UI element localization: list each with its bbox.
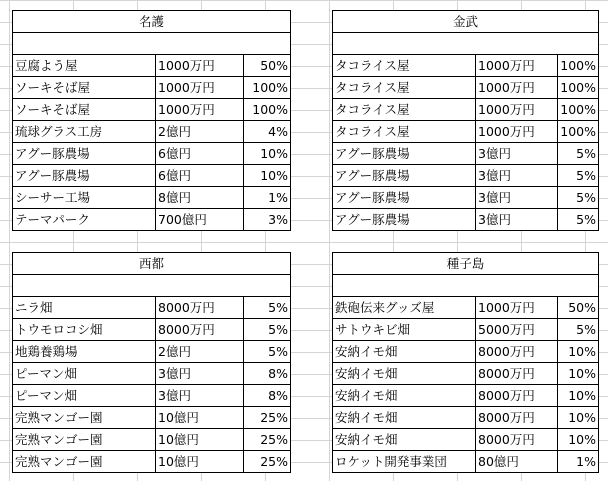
table-row (13, 385, 291, 407)
percent-cell[interactable]: 25% (244, 407, 291, 429)
shop-name-cell[interactable]: ピーマン畑 (13, 385, 156, 407)
shop-name-cell[interactable]: 安納イモ畑 (333, 363, 476, 385)
blank-cell[interactable] (13, 275, 291, 297)
amount-cell[interactable]: 8000万円 (476, 341, 558, 363)
shop-name-cell[interactable]: アグー豚農場 (13, 143, 156, 165)
property-table-kin (332, 10, 599, 231)
shop-name-cell[interactable]: 安納イモ畑 (333, 429, 476, 451)
percent-cell[interactable]: 10% (558, 429, 599, 451)
shop-name-cell[interactable]: サトウキビ畑 (333, 319, 476, 341)
shop-name-cell[interactable]: 安納イモ畑 (333, 407, 476, 429)
shop-name-cell[interactable]: テーマパーク (13, 209, 156, 231)
amount-cell[interactable]: 8000万円 (156, 319, 244, 341)
property-table-saito (12, 252, 291, 473)
shop-name-cell[interactable]: 安納イモ畑 (333, 385, 476, 407)
percent-cell[interactable]: 10% (558, 341, 599, 363)
shop-name-cell[interactable]: 安納イモ畑 (333, 341, 476, 363)
shop-name-cell[interactable]: タコライス屋 (333, 121, 476, 143)
amount-cell[interactable]: 700億円 (156, 209, 244, 231)
table-title-cell[interactable]: 金武 (333, 11, 599, 33)
amount-cell[interactable]: 1000万円 (476, 121, 558, 143)
shop-name-cell[interactable]: ピーマン畑 (13, 363, 156, 385)
percent-cell[interactable]: 25% (244, 429, 291, 451)
table-row (13, 143, 291, 165)
percent-cell[interactable]: 5% (244, 319, 291, 341)
table-row (333, 77, 599, 99)
shop-name-cell[interactable]: アグー豚農場 (333, 143, 476, 165)
shop-name-cell[interactable]: 地鶏養鶏場 (13, 341, 156, 363)
shop-name-cell[interactable]: 鉄砲伝来グッズ屋 (333, 297, 476, 319)
table-row (13, 363, 291, 385)
shop-name-cell[interactable]: アグー豚農場 (333, 187, 476, 209)
amount-cell[interactable]: 8000万円 (476, 429, 558, 451)
percent-cell[interactable]: 50% (558, 297, 599, 319)
percent-cell[interactable]: 8% (244, 385, 291, 407)
blank-cell[interactable] (333, 275, 599, 297)
amount-cell[interactable]: 2億円 (156, 341, 244, 363)
percent-cell[interactable]: 1% (244, 187, 291, 209)
amount-cell[interactable]: 8000万円 (476, 407, 558, 429)
percent-cell[interactable]: 5% (558, 209, 599, 231)
amount-cell[interactable]: 3億円 (476, 165, 558, 187)
shop-name-cell[interactable]: 完熟マンゴー園 (13, 407, 156, 429)
amount-cell[interactable]: 10億円 (156, 407, 244, 429)
amount-cell[interactable]: 1000万円 (476, 297, 558, 319)
blank-cell[interactable] (333, 33, 599, 55)
table-row (333, 165, 599, 187)
shop-name-cell[interactable]: 完熟マンゴー園 (13, 429, 156, 451)
table-row (13, 319, 291, 341)
table-row (13, 429, 291, 451)
table-row (333, 99, 599, 121)
shop-name-cell[interactable]: ソーキそば屋 (13, 77, 156, 99)
percent-cell[interactable]: 100% (244, 99, 291, 121)
table-row (333, 55, 599, 77)
property-table-nago (12, 10, 291, 231)
amount-cell[interactable]: 6億円 (156, 165, 244, 187)
table-row (13, 341, 291, 363)
percent-cell[interactable]: 10% (244, 165, 291, 187)
shop-name-cell[interactable]: アグー豚農場 (13, 165, 156, 187)
amount-cell[interactable]: 8000万円 (476, 363, 558, 385)
amount-cell[interactable]: 8000万円 (156, 297, 244, 319)
percent-cell[interactable]: 8% (244, 363, 291, 385)
table-row (13, 407, 291, 429)
shop-name-cell[interactable]: アグー豚農場 (333, 165, 476, 187)
percent-cell[interactable]: 3% (244, 209, 291, 231)
amount-cell[interactable]: 1000万円 (476, 55, 558, 77)
percent-cell[interactable]: 100% (558, 121, 599, 143)
table-row (333, 209, 599, 231)
amount-cell[interactable]: 10億円 (156, 451, 244, 473)
table-row (13, 99, 291, 121)
amount-cell[interactable]: 2億円 (156, 121, 244, 143)
table-row (333, 407, 599, 429)
shop-name-cell[interactable]: タコライス屋 (333, 55, 476, 77)
percent-cell[interactable]: 10% (244, 143, 291, 165)
shop-name-cell[interactable]: ソーキそば屋 (13, 99, 156, 121)
table-row (333, 143, 599, 165)
table-row (13, 209, 291, 231)
amount-cell[interactable]: 1000万円 (156, 99, 244, 121)
shop-name-cell[interactable]: 豆腐よう屋 (13, 55, 156, 77)
amount-cell[interactable]: 10億円 (156, 429, 244, 451)
amount-cell[interactable]: 3億円 (476, 187, 558, 209)
amount-cell[interactable]: 1000万円 (156, 55, 244, 77)
amount-cell[interactable]: 3億円 (156, 363, 244, 385)
table-row (333, 319, 599, 341)
shop-name-cell[interactable]: タコライス屋 (333, 99, 476, 121)
percent-cell[interactable]: 4% (244, 121, 291, 143)
percent-cell[interactable]: 5% (558, 319, 599, 341)
amount-cell[interactable]: 5000万円 (476, 319, 558, 341)
shop-name-cell[interactable]: 完熟マンゴー園 (13, 451, 156, 473)
shop-name-cell[interactable]: トウモロコシ畑 (13, 319, 156, 341)
percent-cell[interactable]: 5% (558, 187, 599, 209)
table-row (333, 363, 599, 385)
percent-cell[interactable]: 1% (558, 451, 599, 473)
blank-cell[interactable] (13, 33, 291, 55)
table-row (333, 451, 599, 473)
percent-cell[interactable]: 50% (244, 55, 291, 77)
amount-cell[interactable]: 80億円 (476, 451, 558, 473)
table-row (333, 121, 599, 143)
amount-cell[interactable]: 3億円 (476, 209, 558, 231)
amount-cell[interactable]: 3億円 (476, 143, 558, 165)
percent-cell[interactable]: 5% (558, 143, 599, 165)
table-row (13, 77, 291, 99)
percent-cell[interactable]: 25% (244, 451, 291, 473)
table-title-cell[interactable]: 西都 (13, 253, 291, 275)
table-row (333, 187, 599, 209)
table-row (333, 429, 599, 451)
table-row (13, 121, 291, 143)
percent-cell[interactable]: 5% (244, 341, 291, 363)
table-title-cell[interactable]: 種子島 (333, 253, 599, 275)
amount-cell[interactable]: 1000万円 (476, 99, 558, 121)
table-row (333, 297, 599, 319)
amount-cell[interactable]: 1000万円 (476, 77, 558, 99)
table-row (13, 165, 291, 187)
percent-cell[interactable]: 100% (558, 77, 599, 99)
table-row (13, 297, 291, 319)
shop-name-cell[interactable]: 琉球グラス工房 (13, 121, 156, 143)
amount-cell[interactable]: 6億円 (156, 143, 244, 165)
table-row (13, 187, 291, 209)
shop-name-cell[interactable]: アグー豚農場 (333, 209, 476, 231)
table-row (13, 451, 291, 473)
percent-cell[interactable]: 10% (558, 385, 599, 407)
table-title-cell[interactable]: 名護 (13, 11, 291, 33)
percent-cell[interactable]: 100% (558, 55, 599, 77)
table-row (333, 341, 599, 363)
percent-cell[interactable]: 5% (558, 165, 599, 187)
percent-cell[interactable]: 100% (244, 77, 291, 99)
shop-name-cell[interactable]: シーサー工場 (13, 187, 156, 209)
percent-cell[interactable]: 10% (558, 363, 599, 385)
property-table-tanegashima (332, 252, 599, 473)
shop-name-cell[interactable]: タコライス屋 (333, 77, 476, 99)
table-row (13, 55, 291, 77)
percent-cell[interactable]: 5% (244, 297, 291, 319)
amount-cell[interactable]: 8000万円 (476, 385, 558, 407)
percent-cell[interactable]: 10% (558, 407, 599, 429)
percent-cell[interactable]: 100% (558, 99, 599, 121)
amount-cell[interactable]: 8億円 (156, 187, 244, 209)
amount-cell[interactable]: 3億円 (156, 385, 244, 407)
table-row (333, 385, 599, 407)
amount-cell[interactable]: 1000万円 (156, 77, 244, 99)
shop-name-cell[interactable]: ロケット開発事業団 (333, 451, 476, 473)
shop-name-cell[interactable]: ニラ畑 (13, 297, 156, 319)
